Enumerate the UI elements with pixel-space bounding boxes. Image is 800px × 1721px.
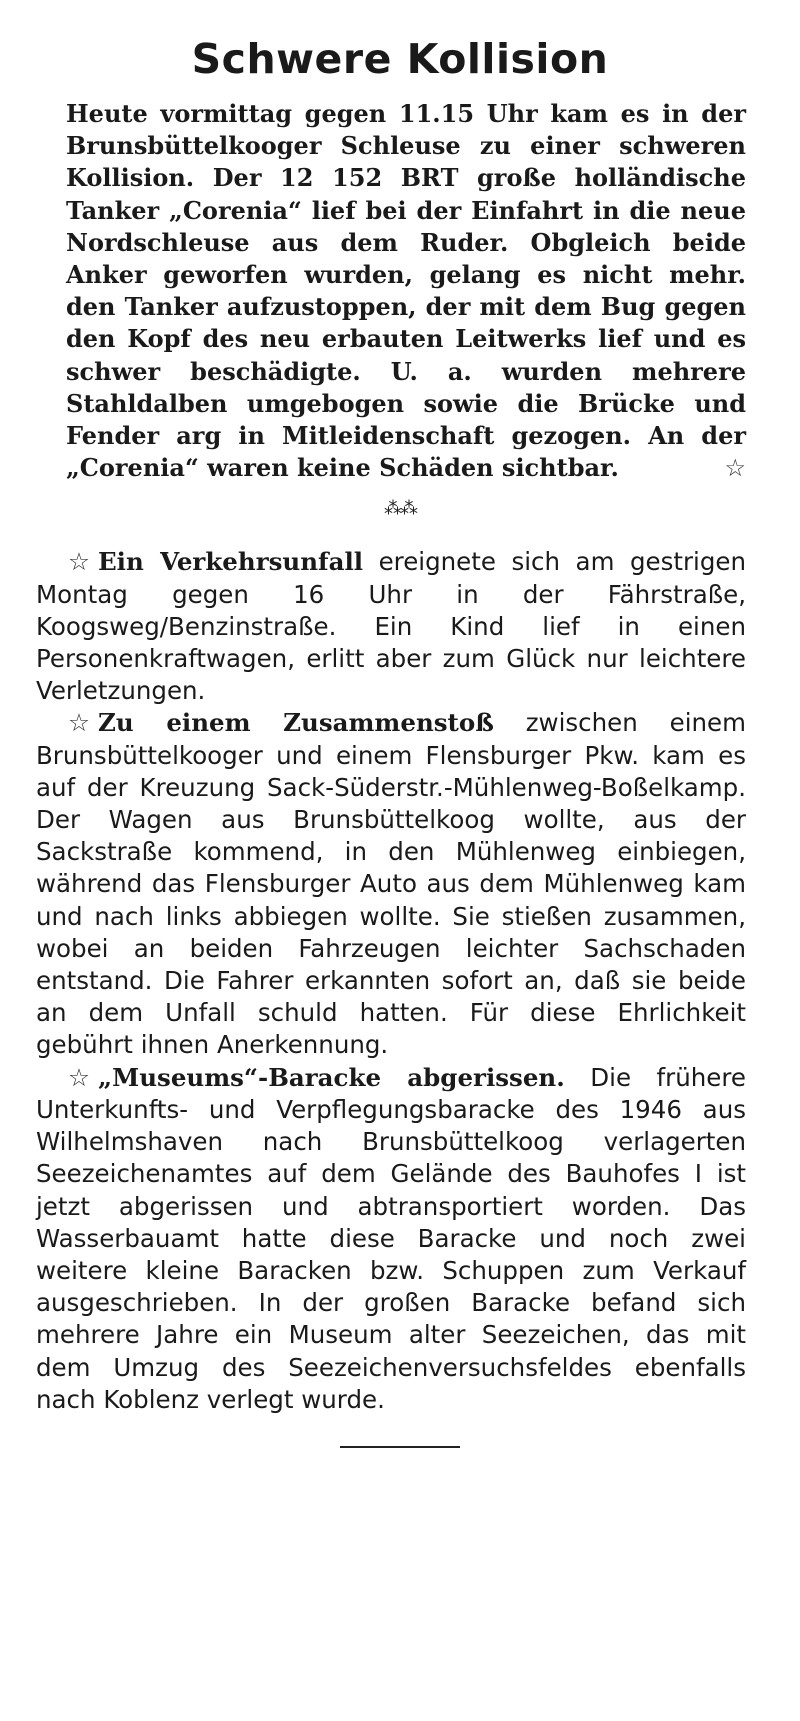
item-body: zwischen einem Brunsbüttelkooger und einem Flensburger Pkw. kam es auf der Kreuzung Sack-Süderstr.-Mühlenweg-Boßelkamp. Der Wagen aus Brunsbüttelkoog wollte, aus der Sackstraße kommend, in den Mühlenweg einbiegen, während das Flensburger Auto aus dem Mühlenweg kam und nach links abbiegen wollte. Sie stießen zusammen, wobei an beiden Fahrzeugen leichter Sachschaden entstand. Die Fahrer erkannten sofort an, daß sie beide an dem Unfall schuld hatten. Für diese Ehrlichkeit gebührt ihnen Anerkennung. xyxy=(36,708,746,1060)
item-kicker: Ein Verkehrsunfall xyxy=(98,547,364,577)
item-kicker: Zu einem Zusammenstoß xyxy=(98,708,494,738)
item-kicker: „Museums“-Baracke abgerissen. xyxy=(98,1062,565,1092)
lead-article xyxy=(66,98,764,484)
headline: Schwere Kollision xyxy=(191,35,609,83)
item-body: ereignete sich am gestrigen Montag gegen 16 Uhr in der Fährstraße, Koogsweg/Benzinstraße. Ein Kind lief in einen Personenkraftwagen, erlitt aber zum Glück nur leichtere Verletzungen. xyxy=(36,547,746,706)
star-icon: ☆ xyxy=(68,708,90,738)
lead-text: Heute vormittag gegen 11.15 Uhr kam es in der Brunsbüttelkooger Schleuse zu einer schweren Kollision. Der 12 152 BRT große holländische Tanker „Corenia“ lief bei der Einfahrt in die neue Nordschleuse aus dem Ruder. Obgleich beide Anker geworfen wurden, gelang es nicht mehr. den Tanker aufzustoppen, der mit dem Bug gegen den Kopf des neu erbauten Leitwerks lief und es schwer beschädigte. U. a. wurden mehrere Stahldalben umgebogen sowie die Brücke und Fender arg in Mitleidenschaft gezogen. An der „Corenia“ waren keine Schäden sichtbar. xyxy=(66,99,746,483)
newspaper-clipping xyxy=(36,30,764,1448)
news-item-museum-barrack xyxy=(36,1062,764,1416)
closing-rule xyxy=(340,1446,460,1448)
section-divider: ⁂⁂ xyxy=(384,498,416,520)
star-icon: ☆ xyxy=(68,547,90,577)
news-item-traffic-accident xyxy=(36,546,764,707)
news-item-collision xyxy=(36,707,764,1061)
item-body: Die frühere Unterkunfts- und Verpflegungsbaracke des 1946 aus Wilhelmshaven nach Brunsbüttelkoog verlagerten Seezeichenamtes auf dem Gelände des Bauhofes I ist jetzt abgerissen und abtransportiert worden. Das Wasserbauamt hatte diese Baracke und noch zwei weitere kleine Baracken bzw. Schuppen zum Verkauf ausgeschrieben. In der großen Baracke befand sich mehrere Jahre ein Museum alter Seezeichen, das mit dem Umzug des Seezeichenversuchsfeldes ebenfalls nach Koblenz verlegt wurde. xyxy=(36,1062,746,1414)
end-star-icon: ☆ xyxy=(724,454,746,483)
star-icon: ☆ xyxy=(68,1062,90,1092)
